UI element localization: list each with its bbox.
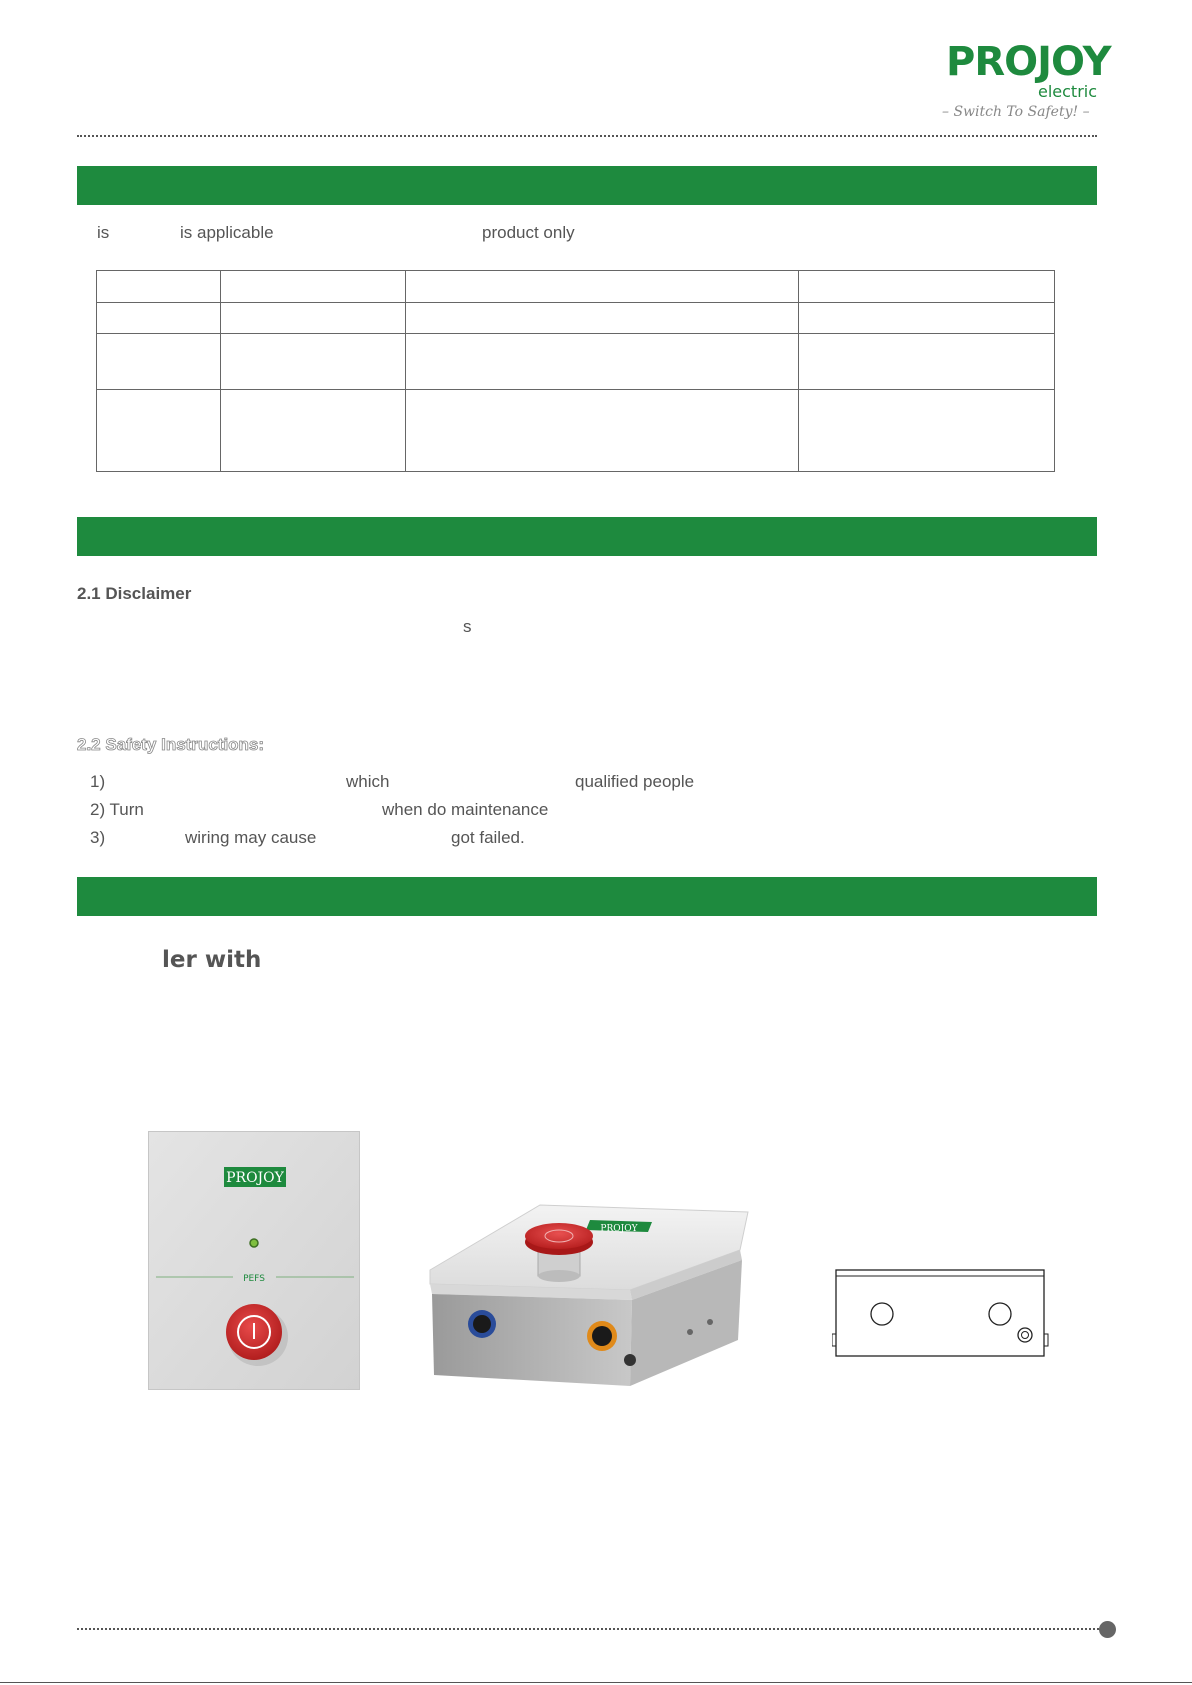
disclaimer-heading: 2.1 Disclaimer [77, 584, 192, 603]
safety-item-1-text: which [346, 772, 390, 791]
table-cell [97, 334, 221, 390]
page-number-marker [1099, 1621, 1116, 1638]
safety-item-2-number: 2) Turn [90, 800, 144, 819]
table-cell [97, 390, 221, 472]
table-cell [97, 303, 221, 334]
disclaimer-text-fragment: s [463, 617, 472, 636]
table-cell [221, 271, 406, 303]
safety-item-1-text: qualified people [575, 772, 695, 791]
brand-slogan: – Switch To Safety! – [942, 104, 1090, 120]
table-cell [799, 303, 1055, 334]
intro-text-2: is applicable [180, 223, 274, 242]
table-row [97, 334, 1055, 390]
table-cell [406, 390, 799, 472]
page-bottom-edge [0, 1682, 1192, 1683]
table-cell [221, 334, 406, 390]
table-row [97, 303, 1055, 334]
brand-logo-subtitle: electric [1038, 82, 1098, 101]
table-cell [799, 271, 1055, 303]
header-divider [77, 135, 1097, 137]
front-model-label: PEFS [243, 1274, 265, 1284]
section-3-banner [77, 877, 1097, 916]
table-cell [406, 271, 799, 303]
safety-instructions-heading: 2.2 Safety Instructions: [77, 735, 265, 754]
table-cell [221, 390, 406, 472]
product-isometric-photo [420, 1200, 750, 1390]
brand-logo-text: PROJOY [946, 39, 1111, 85]
safety-item-1-number: 1) [90, 772, 106, 791]
table-cell [221, 303, 406, 334]
table-cell [799, 334, 1055, 390]
section-2-banner [77, 517, 1097, 556]
table-row [97, 390, 1055, 472]
product-side-drawing [832, 1268, 1050, 1358]
table-cell [406, 334, 799, 390]
applicability-table [96, 270, 1055, 472]
intro-text-1: is [97, 223, 110, 242]
footer-divider [77, 1628, 1099, 1630]
table-cell [799, 390, 1055, 472]
front-brand-label: PROJOY [226, 1170, 284, 1186]
product-front-photo [148, 1131, 360, 1390]
safety-item-3-number: 3) [90, 828, 106, 847]
table-row [97, 271, 1055, 303]
safety-item-3-text: wiring may cause [185, 828, 317, 847]
safety-item-3-text: got failed. [451, 828, 525, 847]
safety-item-2-text: when do maintenance [382, 800, 549, 819]
table-cell [406, 303, 799, 334]
intro-text-3: product only [482, 223, 575, 242]
section-1-banner [77, 166, 1097, 205]
table-cell [97, 271, 221, 303]
iso-brand-label: PROJOY [600, 1224, 638, 1234]
product-heading-fragment: ler with [162, 947, 262, 973]
